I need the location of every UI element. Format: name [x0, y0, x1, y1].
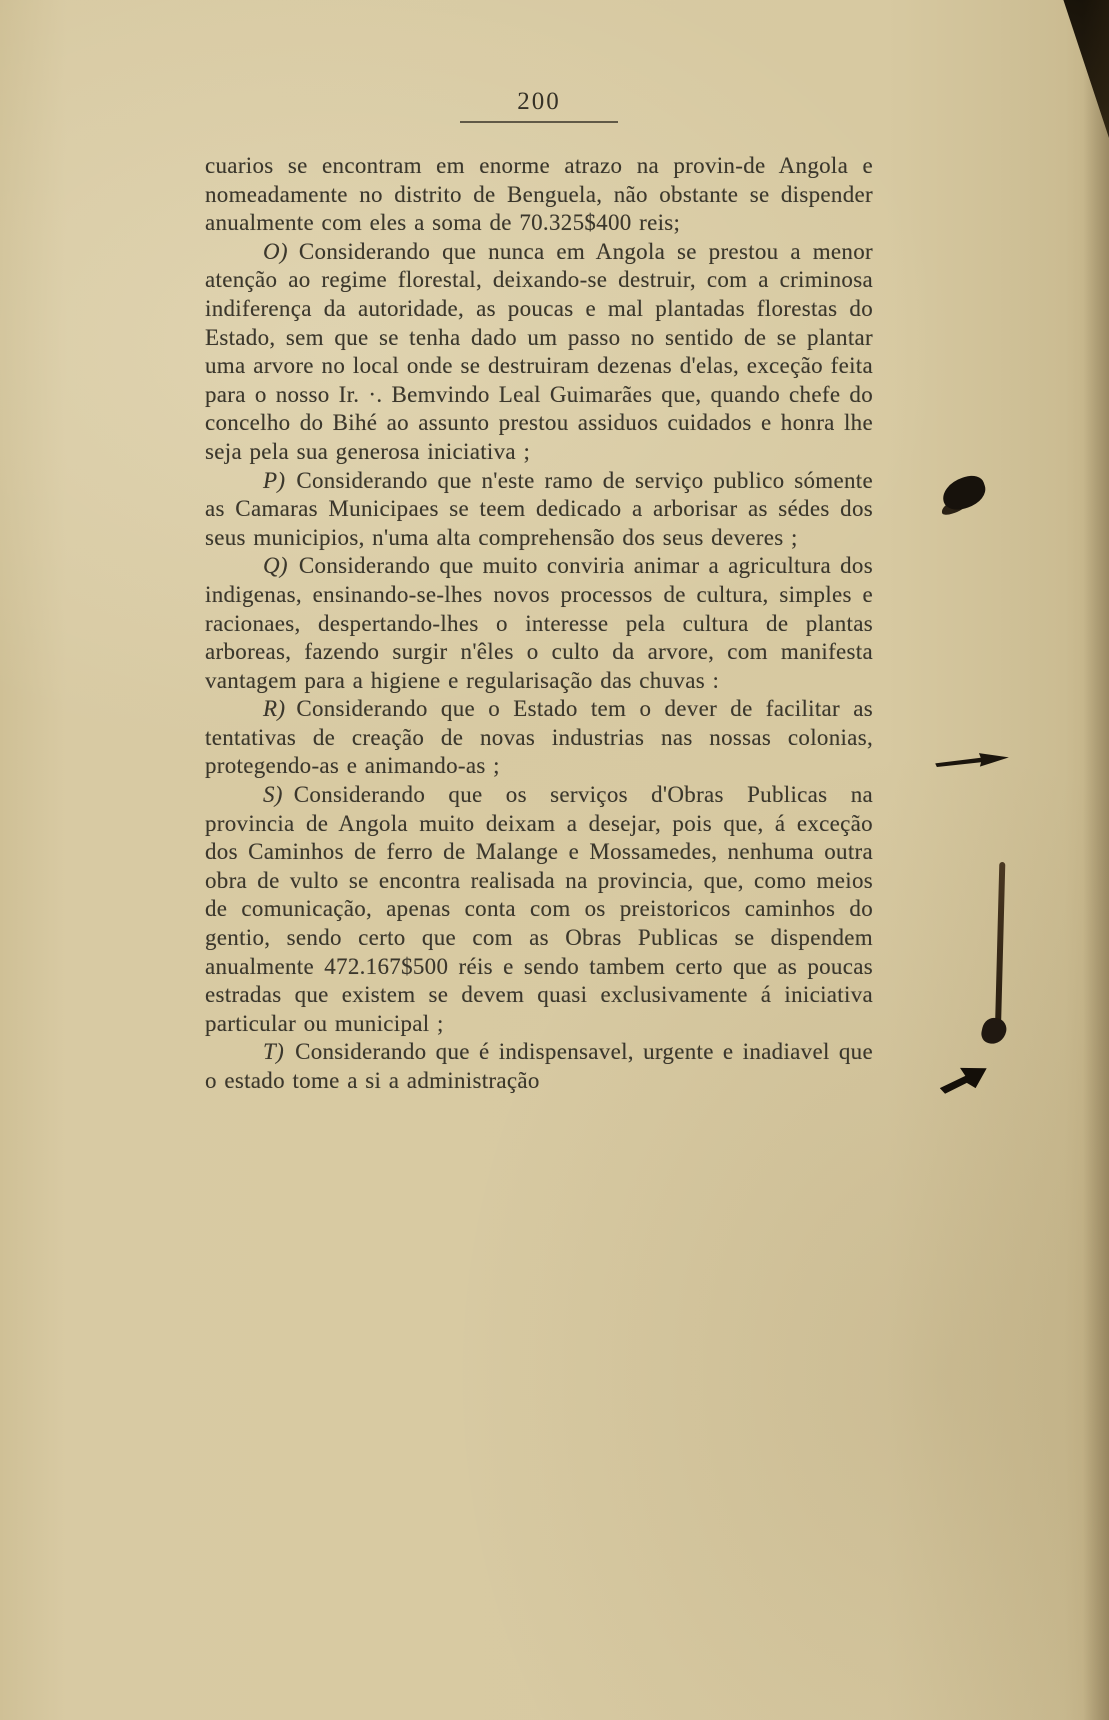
- paragraph-text: Considerando que é indispensavel, urgente e inadiavel que o estado tome a si a administração: [205, 1039, 873, 1093]
- paragraph-label: P): [263, 467, 286, 493]
- paragraph-label: R): [263, 696, 286, 722]
- paragraph-text: Considerando que muito conviria animar a agricultura dos indigenas, ensinando-se-lhes novos processos de cultura, simples e racionaes, despertando-lhes o interesse pela cultura de plantas arboreas, fazendo surgir n'êles o culto da arvore, com manifesta vantagem para a higiene e regularisação das chuvas :: [205, 553, 873, 693]
- ink-smudge-2: [980, 1016, 1009, 1046]
- paragraph-continuation: [205, 152, 873, 238]
- paragraph-text: Considerando que os serviços d'Obras Publicas na provincia de Angola muito deixam a desejar, pois que, á exceção dos Caminhos de ferro de Malange e Mossamedes, nenhuma outra obra de vulto se encontra realisada na provincia, que, como meios de comunicação, apenas conta com os preistoricos caminhos do gentio, sendo certo que com as Obras Publicas se dispendem anualmente 472.167$500 réis e sendo tambem certo que as poucas estradas que existem se devem quasi exclusivamente á iniciativa particular ou municipal ;: [205, 782, 873, 1036]
- paragraph-label: S): [263, 782, 283, 808]
- page-number: 200: [517, 88, 561, 115]
- paragraph-t: [205, 1038, 873, 1095]
- paragraph-label: Q): [263, 553, 288, 579]
- paragraph-text: cuarios se encontram em enorme atrazo na provin-de Angola e nomeadamente no distrito de Benguela, não obstante se dispender anualmente com eles a soma de 70.325$400 reis;: [205, 153, 873, 236]
- right-edge-shadow: [1083, 0, 1109, 1720]
- text-block: [205, 152, 873, 1096]
- paragraph-text: Considerando que n'este ramo de serviço publico sómente as Camaras Municipaes se teem dedicado a arborisar as sédes dos seus municipios, n'uma alta comprehensão dos seus deveres ;: [205, 467, 873, 550]
- paragraph-s: [205, 781, 873, 1038]
- page-number-underline: [460, 121, 618, 123]
- page-header: [205, 88, 873, 123]
- paragraph-p: [205, 467, 873, 553]
- margin-pen-line: [995, 862, 1006, 1040]
- paragraph-o: [205, 238, 873, 467]
- paragraph-text: Considerando que o Estado tem o dever de facilitar as tentativas de creação de novas industrias nas nossas colonias, protegendo-as e animando-as ;: [205, 696, 873, 779]
- paragraph-q: [205, 552, 873, 695]
- ink-smudge-3: [935, 1057, 990, 1097]
- paragraph-text: Considerando que nunca em Angola se prestou a menor atenção ao regime florestal, deixando-se destruir, com a criminosa indiferença da autoridade, as poucas e mal plantadas florestas do Estado, sem que se tenha dado um passo no sentido de se plantar uma arvore no local onde se destruiram dezenas d'elas, exceção feita para o nosso Ir. ·. Bemvindo Leal Guimarães que, quando chefe do concelho do Bihé ao assunto prestou assiduos cuidados e honra lhe seja pela sua generosa iniciativa ;: [205, 238, 873, 464]
- ink-arrow-mark: [935, 749, 1010, 770]
- ink-smudge-1: [938, 472, 989, 514]
- paragraph-r: [205, 695, 873, 781]
- paragraph-label: O): [263, 238, 288, 264]
- paragraph-label: T): [263, 1039, 285, 1065]
